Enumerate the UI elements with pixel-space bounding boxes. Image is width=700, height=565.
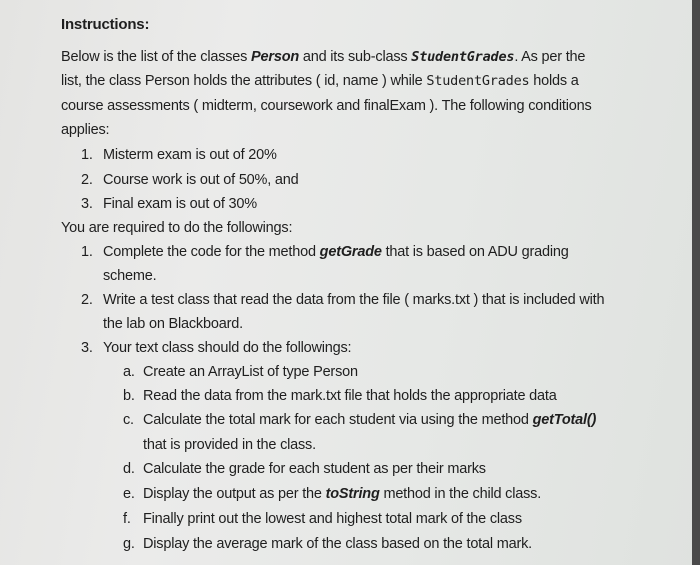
- item-number: 3.: [81, 340, 93, 356]
- text: list, the class Person holds the attributes ( id, name ) while: [61, 73, 427, 89]
- intro-line-2: [61, 72, 579, 90]
- item-number: 1.: [81, 244, 93, 260]
- condition-item: [81, 146, 277, 164]
- item-number: 2.: [81, 292, 93, 308]
- text: and its sub-class: [299, 49, 412, 65]
- item-text: Final exam is out of 30%: [103, 196, 257, 212]
- method-name-getgrade: getGrade: [319, 244, 382, 260]
- item-text: Display the output as per the: [143, 486, 326, 502]
- item-number: 1.: [81, 147, 93, 163]
- item-text: method in the child class.: [379, 486, 542, 502]
- class-name-person: Person: [251, 49, 300, 65]
- subtask-item: [123, 510, 522, 528]
- item-letter: c.: [123, 412, 134, 428]
- item-letter: f.: [123, 511, 131, 527]
- text: Below is the list of the classes: [61, 49, 252, 65]
- requirement-item: [81, 243, 569, 261]
- condition-item: [81, 171, 299, 189]
- subtask-continuation: that is provided in the class.: [143, 437, 316, 453]
- class-name-studentgrades: StudentGrades: [411, 49, 515, 65]
- item-text: Your text class should do the followings:: [103, 340, 352, 356]
- item-letter: a.: [123, 364, 135, 380]
- item-text: Course work is out of 50%, and: [103, 172, 299, 188]
- item-text: that is based on ADU grading: [381, 244, 569, 260]
- screen-bezel-edge: [692, 0, 700, 565]
- item-number: 3.: [81, 196, 93, 212]
- text: holds a: [529, 73, 579, 89]
- intro-line-1: [61, 48, 585, 66]
- item-letter: d.: [123, 461, 135, 477]
- item-text: Read the data from the mark.txt file that holds the appropriate data: [143, 388, 557, 404]
- subtask-item: [123, 535, 532, 553]
- subtask-item: [123, 387, 557, 405]
- item-letter: g.: [123, 536, 135, 552]
- item-letter: b.: [123, 388, 135, 404]
- requirement-continuation: the lab on Blackboard.: [103, 316, 243, 332]
- item-letter: e.: [123, 486, 135, 502]
- requirement-item: [81, 339, 351, 357]
- requirements-heading: You are required to do the followings:: [61, 220, 293, 236]
- item-text: Create an ArrayList of type Person: [143, 364, 358, 380]
- subtask-item: [123, 411, 596, 429]
- intro-line-3: course assessments ( midterm, coursework and finalExam ). The following conditions: [61, 98, 592, 114]
- subtask-item: [123, 485, 541, 503]
- item-text: Finally print out the lowest and highest total mark of the class: [143, 511, 522, 527]
- requirement-continuation: scheme.: [103, 268, 157, 284]
- document-title: Instructions:: [61, 16, 150, 33]
- method-name-gettotal: getTotal(): [532, 412, 597, 428]
- item-text: Display the average mark of the class based on the total mark.: [143, 536, 532, 552]
- subtask-item: [123, 363, 358, 381]
- item-text: Misterm exam is out of 20%: [103, 147, 277, 163]
- requirement-item: [81, 291, 604, 309]
- item-text: Write a test class that read the data from the file ( marks.txt ) that is included with: [103, 292, 605, 308]
- intro-line-4: applies:: [61, 122, 110, 138]
- method-name-tostring: toString: [325, 486, 380, 502]
- class-name-studentgrades: StudentGrades: [426, 73, 530, 89]
- condition-item: [81, 195, 257, 213]
- item-text: Complete the code for the method: [103, 244, 320, 260]
- text: . As per the: [514, 49, 586, 65]
- item-text: Calculate the grade for each student as per their marks: [143, 461, 486, 477]
- item-number: 2.: [81, 172, 93, 188]
- item-text: Calculate the total mark for each student via using the method: [143, 412, 533, 428]
- subtask-item: [123, 460, 486, 478]
